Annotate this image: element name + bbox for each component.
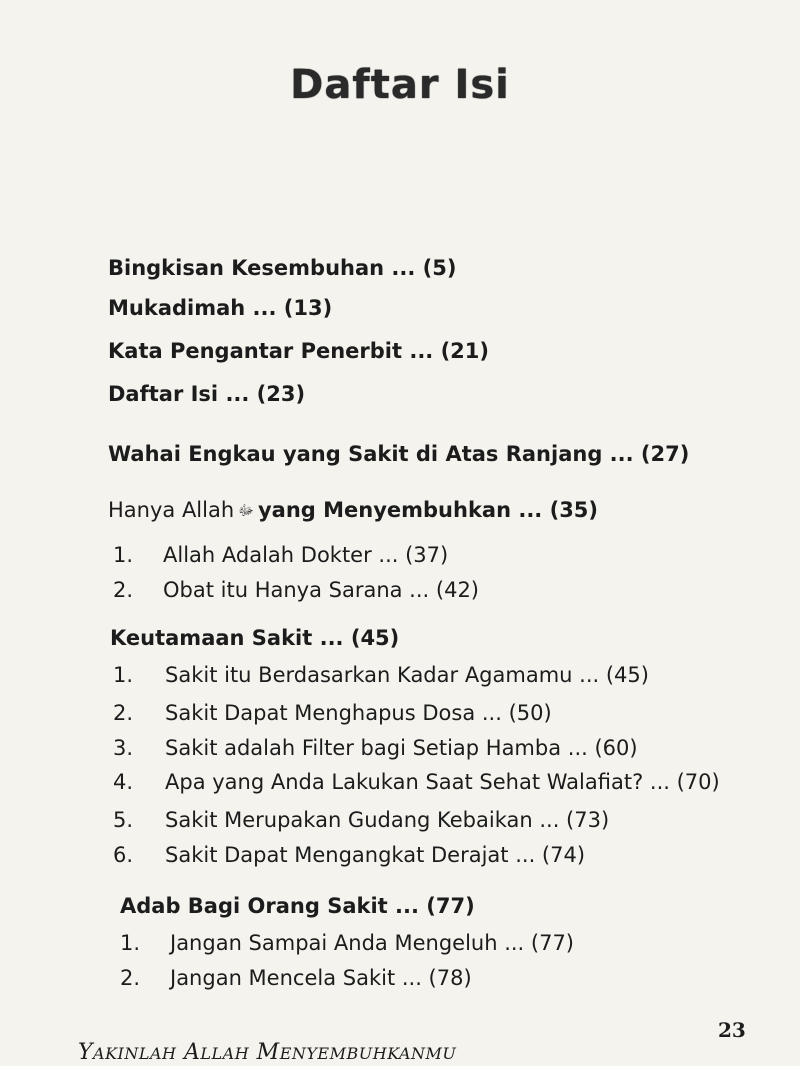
list-item-mengeluh: Jangan Sampai Anda Mengeluh ... (77)	[170, 931, 575, 955]
chapter-heading-adab: Adab Bagi Orang Sakit ... (77)	[120, 894, 475, 918]
toc-entry-daftar-isi: Daftar Isi ... (23)	[108, 382, 306, 406]
list-item-number: 6.	[113, 843, 134, 867]
footer-llah: LLAH	[200, 1044, 250, 1063]
page-number: 23	[718, 1018, 746, 1042]
list-item-menghapus-dosa: Sakit Dapat Menghapus Dosa ... (50)	[165, 701, 552, 725]
footer-a: A	[184, 1040, 201, 1065]
chapter-heading-keutamaan: Keutamaan Sakit ... (45)	[110, 626, 400, 650]
toc-entry-kata-pengantar: Kata Pengantar Penerbit ... (21)	[108, 339, 490, 363]
chapter-heading-prefix: Hanya Allah	[108, 498, 235, 522]
chapter-heading-hanya-allah	[108, 500, 598, 521]
list-item-mencela-sakit: Jangan Mencela Sakit ... (78)	[170, 966, 472, 990]
list-item-number: 5.	[113, 808, 134, 832]
list-item-number: 1.	[113, 663, 134, 687]
running-footer	[78, 1040, 456, 1065]
list-item-number: 2.	[120, 966, 141, 990]
list-item-kadar-agama: Sakit itu Berdasarkan Kadar Agamamu ... (45)	[165, 663, 649, 687]
honorific-glyph: ﷻ	[238, 503, 254, 519]
list-item-number: 2.	[113, 701, 134, 725]
toc-entry-bingkisan: Bingkisan Kesembuhan ... (5)	[108, 256, 457, 280]
footer-akinlah: AKINLAH	[93, 1044, 177, 1063]
list-item-sehat-walafiat: Apa yang Anda Lakukan Saat Sehat Walafiat? ... (70)	[165, 770, 720, 794]
list-item-mengangkat-derajat: Sakit Dapat Mengangkat Derajat ... (74)	[165, 843, 586, 867]
list-item-number: 1.	[120, 931, 141, 955]
list-item-allah-dokter: Allah Adalah Dokter ... (37)	[163, 543, 449, 567]
toc-entry-mukadimah: Mukadimah ... (13)	[108, 296, 333, 320]
chapter-heading-wahai: Wahai Engkau yang Sakit di Atas Ranjang ... (27)	[108, 442, 690, 466]
footer-enyembuhkanmu: ENYEMBUHKANMU	[279, 1044, 457, 1063]
list-item-number: 1.	[113, 543, 134, 567]
footer-y: Y	[78, 1040, 94, 1065]
page-title: Daftar Isi	[290, 62, 510, 108]
list-item-number: 2.	[113, 578, 134, 602]
list-item-gudang-kebaikan: Sakit Merupakan Gudang Kebaikan ... (73)	[165, 808, 610, 832]
list-item-filter-hamba: Sakit adalah Filter bagi Setiap Hamba ... (60)	[165, 736, 638, 760]
list-item-number: 4.	[113, 770, 134, 794]
footer-m: M	[256, 1040, 280, 1065]
list-item-number: 3.	[113, 736, 134, 760]
chapter-heading-suffix: yang Menyembuhkan ... (35)	[257, 498, 599, 522]
list-item-obat-sarana: Obat itu Hanya Sarana ... (42)	[163, 578, 479, 602]
